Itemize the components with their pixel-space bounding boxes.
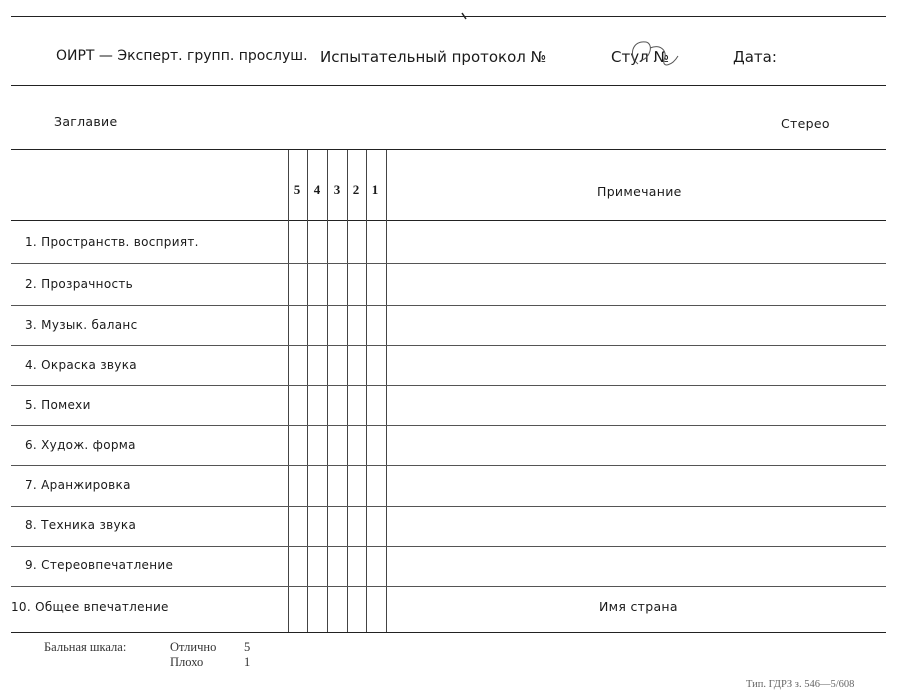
score-column-line xyxy=(288,150,289,632)
criterion-row-label: 4. Окраска звука xyxy=(25,358,137,372)
criterion-row-label: 9. Стереовпечатление xyxy=(25,558,174,572)
ink-tick-mark xyxy=(461,12,467,20)
protocol-number-label: Испытательный протокол № xyxy=(320,48,547,66)
score-column-line xyxy=(366,150,367,632)
name-country-label: Имя страна xyxy=(599,599,678,614)
score-column-line xyxy=(327,150,328,632)
organization-title: ОИРТ — Эксперт. групп. прослуш. xyxy=(56,48,308,64)
criterion-row-label: 7. Аранжировка xyxy=(25,478,131,492)
columns-header-divider xyxy=(11,220,886,221)
scale-poor-label: Плохо xyxy=(170,655,204,669)
score-header-4: 4 xyxy=(313,182,321,197)
remarks-label: Примечание xyxy=(597,184,682,199)
criterion-row-label: 5. Помехи xyxy=(25,398,91,412)
score-header-2: 2 xyxy=(352,182,360,197)
row-divider xyxy=(11,385,886,386)
score-header-5: 5 xyxy=(293,182,301,197)
handwritten-mark xyxy=(620,34,690,74)
row-divider xyxy=(11,465,886,466)
score-column-line xyxy=(386,150,387,632)
scale-excellent-value: 5 xyxy=(244,640,251,654)
score-header-3: 3 xyxy=(333,182,341,197)
row-divider xyxy=(11,263,886,264)
date-label: Дата: xyxy=(733,48,777,66)
title-divider xyxy=(11,149,886,150)
printer-imprint: Тип. ГДРЗ з. 546—5/608 xyxy=(746,679,855,690)
row-divider xyxy=(11,345,886,346)
criterion-row-label: 8. Техника звука xyxy=(25,518,137,532)
test-protocol-form xyxy=(11,16,886,633)
row-divider xyxy=(11,586,886,587)
score-column-line xyxy=(347,150,348,632)
score-header-1: 1 xyxy=(371,182,379,197)
scale-poor-value: 1 xyxy=(244,655,251,669)
stereo-label: Стерео xyxy=(781,116,830,131)
score-column-line xyxy=(307,150,308,632)
title-label: Заглавие xyxy=(54,114,118,129)
row-divider xyxy=(11,506,886,507)
criterion-row-label: 3. Музык. баланс xyxy=(25,318,138,332)
row-divider xyxy=(11,305,886,306)
criterion-row-label: 2. Прозрачность xyxy=(25,277,134,291)
scale-excellent-label: Отлично xyxy=(170,640,217,654)
criterion-row-label: 10. Общее впечатление xyxy=(11,600,169,614)
criterion-row-label: 1. Пространств. восприят. xyxy=(25,235,199,249)
header-divider xyxy=(11,85,886,86)
criterion-row-label: 6. Худож. форма xyxy=(25,438,136,452)
chair-number-label: Стул № xyxy=(611,48,670,66)
scale-label: Бальная шкала: xyxy=(44,640,127,654)
row-divider xyxy=(11,425,886,426)
row-divider xyxy=(11,546,886,547)
